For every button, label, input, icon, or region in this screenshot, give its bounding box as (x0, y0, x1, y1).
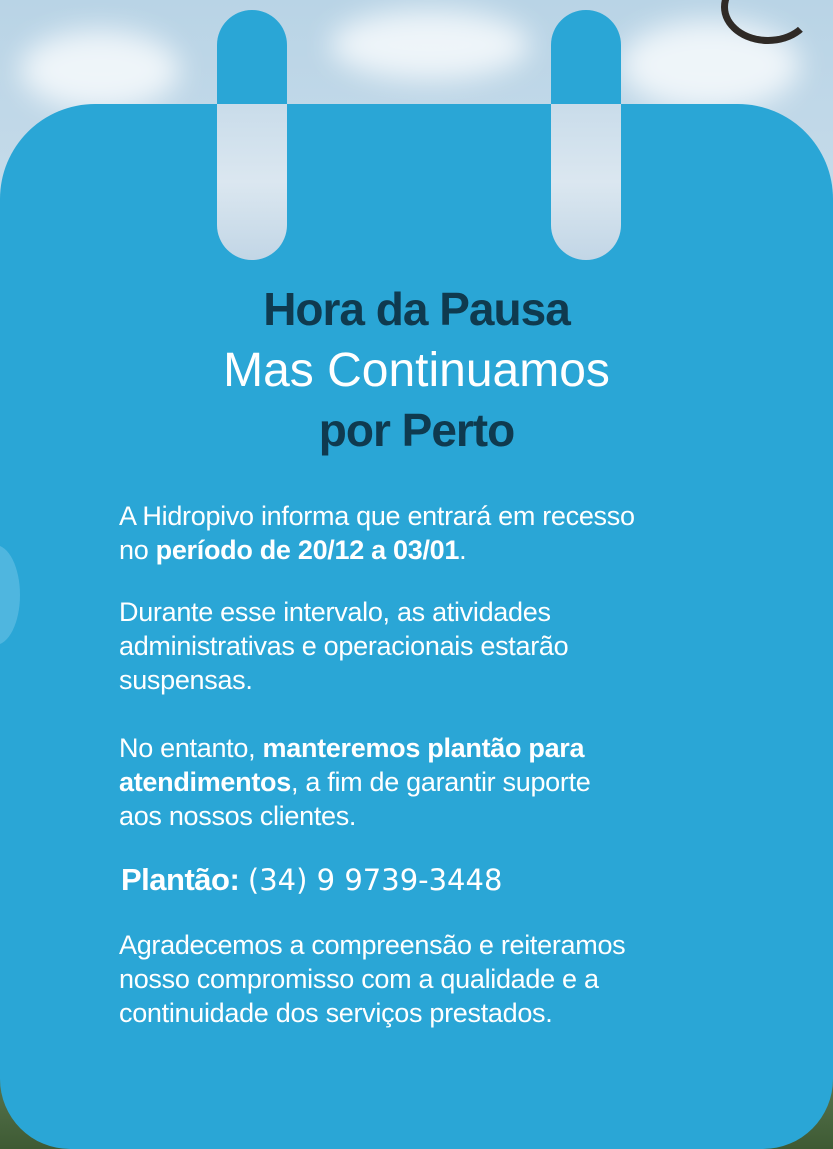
paragraph-text: , a fim de garantir suporte (290, 767, 591, 797)
paragraph-text: administrativas e operacionais estarão (119, 631, 569, 661)
paragraph-text: nosso compromisso com a qualidade e a (119, 964, 599, 994)
calendar-ring-right (551, 10, 621, 260)
paragraph-recess-notice (119, 499, 739, 567)
paragraph-text: continuidade dos serviços prestados. (119, 998, 553, 1028)
cloud-decoration (20, 30, 180, 110)
cloud-decoration (330, 10, 530, 80)
paragraph-text: No entanto, (119, 733, 263, 763)
calendar-ring-left (217, 10, 287, 260)
phone-label: Plantão: (121, 862, 240, 897)
paragraph-text: . (459, 535, 467, 565)
paragraph-on-call (119, 731, 739, 833)
paragraph-thanks (119, 928, 739, 1030)
phone-number: (34) 9 9739-3448 (247, 863, 503, 897)
title-line-1: Hora da Pausa (263, 283, 570, 335)
paragraph-text: suspensas. (119, 665, 253, 695)
paragraph-text: Durante esse intervalo, as atividades (119, 597, 551, 627)
recess-period: período de 20/12 a 03/01 (155, 535, 460, 565)
paragraph-text: no (119, 535, 156, 565)
on-call-highlight: atendimentos (119, 767, 291, 797)
paragraph-text: A Hidropivo informa que entrará em recesso (119, 501, 635, 531)
title-line-2: Mas Continuamos (223, 344, 610, 397)
on-call-highlight: manteremos plantão para (262, 733, 585, 763)
paragraph-text: Agradecemos a compreensão e reiteramos (119, 930, 626, 960)
on-call-phone (121, 862, 502, 898)
paragraph-suspension (119, 595, 739, 697)
paragraph-text: aos nossos clientes. (119, 801, 357, 831)
title-line-3: por Perto (318, 404, 515, 456)
